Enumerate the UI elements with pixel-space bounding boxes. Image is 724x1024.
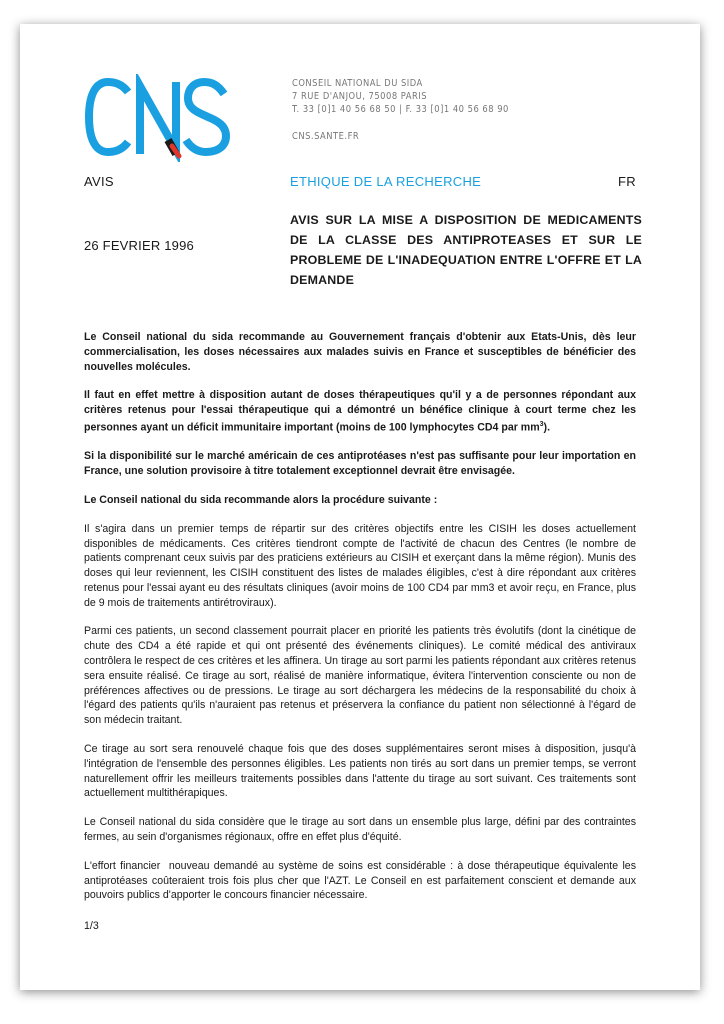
document-date: 26 FEVRIER 1996 bbox=[84, 238, 194, 253]
document-language: FR bbox=[618, 174, 636, 189]
paragraph-3: Si la disponibilité sur le marché américain de ces antiprotéases n'est pas suffisante pour leur importation en France, une solution provisoire à titre totalement exceptionnel devrait être envisagée. bbox=[84, 450, 636, 478]
paragraph-1: Le Conseil national du sida recommande au Gouvernement français d'obtenir aux Etats-Unis, dès leur commercialisation, les doses nécessaires aux malades suivis en France et susceptibles de bénéficier des nouvelles molécules. bbox=[84, 331, 636, 373]
organization-website[interactable]: CNS.SANTE.FR bbox=[292, 130, 360, 142]
page-number: 1/3 bbox=[84, 920, 99, 932]
organization-address: 7 RUE D'ANJOU, 75008 PARIS bbox=[292, 91, 428, 103]
document-type: AVIS bbox=[84, 174, 114, 189]
paragraph-9: L'effort financier nouveau demandé au système de soins est considérable : à dose thérapeutique équivalente les antiprotéases coûteraient trois fois plus cher que l'AZT. Le Conseil en est parfaitement conscient et demande aux pouvoirs publics d'apporter le concours financier nécessaire. bbox=[84, 859, 639, 902]
paragraph-8: Le Conseil national du sida considère que le tirage au sort dans un ensemble plus large, défini par des contraintes fermes, au sein d'organismes régionaux, offre en effet plus d'équité. bbox=[84, 816, 636, 844]
paragraph-5: Il s'agira dans un premier temps de répartir sur des critères objectifs entre les CISIH les doses actuellement disponibles de médicaments. Ces critères tiendront compte de l'activité de chacun des Centres (le nombre de patients comprenant ceux suivis par des praticiens extérieurs au CISIH et exerçant dans la même région). Munis des doses qui leur reviennent, les CISIH constituent des listes de malades éligibles, c'est à dire répondant aux critères retenus pour l'essai ayant eu des résultats cliniques (avoir moins de 100 CD4 par mm3 et avoir reçu, en France, plus de 9 mois de traitements antirétroviraux). bbox=[84, 522, 636, 609]
paragraph-7: Ce tirage au sort sera renouvelé chaque fois que des doses supplémentaires seront mises à disposition, jusqu'à l'intégration de l'ensemble des personnes éligibles. Les patients non tirés au sort dans un premier temps, se verront naturellement offrir les meilleurs traitements possibles dans l'attente du tirage au sort suivant. Ces traitements sont actuellement multithérapiques. bbox=[84, 743, 636, 800]
document-page bbox=[20, 24, 700, 990]
superscript-unit: 3 bbox=[539, 420, 544, 428]
document-category: ETHIQUE DE LA RECHERCHE bbox=[290, 174, 482, 189]
paragraph-2-end: ). bbox=[543, 421, 551, 434]
cns-logo bbox=[84, 74, 234, 162]
paragraph-4: Le Conseil national du sida recommande alors la procédure suivante : bbox=[84, 493, 438, 506]
paragraph-2 bbox=[84, 388, 636, 435]
document-title: AVIS SUR LA MISE A DISPOSITION DE MEDICAMENTS DE LA CLASSE DES ANTIPROTEASES ET SUR LE PROBLEME DE L'INADEQUATION ENTRE L'OFFRE ET LA DEMANDE bbox=[290, 213, 642, 287]
organization-name: CONSEIL NATIONAL DU SIDA bbox=[292, 78, 423, 89]
paragraph-2-text: Il faut en effet mettre à disposition autant de doses thérapeutiques qu'il y a de personnes répondant aux critères retenus pour l'essai thérapeutique qui a démontré un bénéfice clinique à court terme chez les personnes ayant un déficit immunitaire important (moins de 100 lymphocytes CD4 par mm bbox=[84, 389, 636, 434]
organization-contact bbox=[292, 77, 672, 143]
organization-phone-fax: T. 33 [0]1 40 56 68 50 | F. 33 [0]1 40 56 68 90 bbox=[292, 104, 509, 116]
paragraph-6: Parmi ces patients, un second classement pourrait placer en priorité les patients très évolutifs (dont la cinétique de chute des CD4 a été rapide et qui ont présenté des événements cliniques). Le comité médical des antiviraux contrôlera le respect de ces critères et les affinera. Un tirage au sort parmi les patients répondant aux critères retenus sera ensuite réalisé. Ce tirage au sort, réalisé de manière informatique, évitera l'intervention consciente ou non de préférences affectives ou de pressions. Le tirage au sort déchargera les médecins de la responsabilité du choix à l'égard des patients qu'ils n'auraient pas retenus et préservera la confiance du patient non sélectionné à l'égard de son médecin traitant. bbox=[84, 625, 636, 727]
document-body bbox=[84, 330, 639, 917]
